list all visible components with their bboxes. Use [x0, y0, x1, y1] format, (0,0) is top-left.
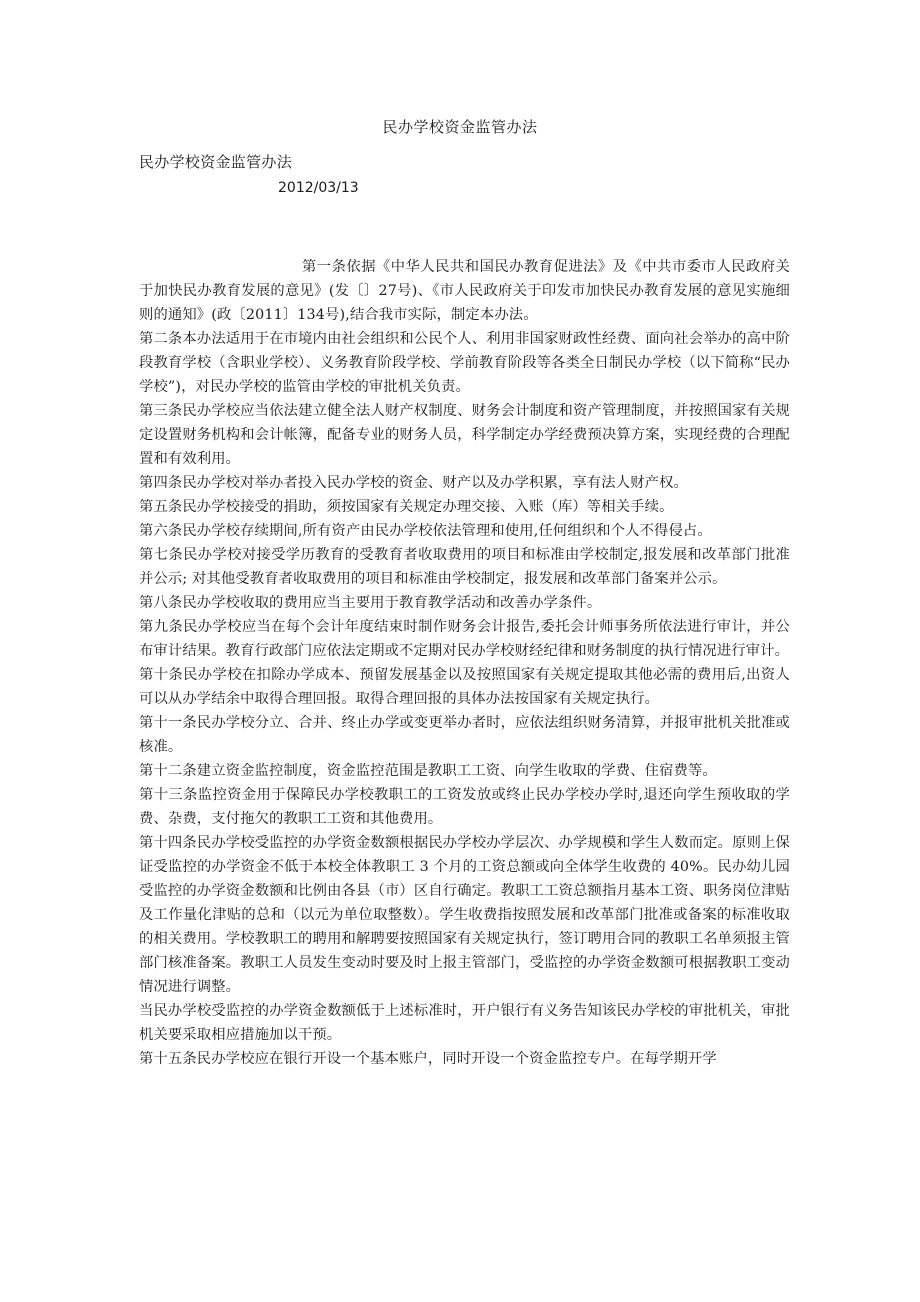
document-body [139, 255, 790, 1071]
article-14: 第十四条民办学校受监控的办学资金数额根据民办学校办学层次、办学规模和学生人数而定。原则上保证受监控的办学资金不低于本校全体教职工 3 个月的工资总额或向全体学生收费的 40%。民办幼儿园受监控的办学资金数额和比例由各县（市）区自行确定。教职工工资总额指月基本工资、职务岗位津贴及工作量化津贴的总和（以元为单位取整数）。学生收费指按照发展和改革部门批准或备案的标准收取的相关费用。学校教职工的聘用和解聘要按照国家有关规定执行，签订聘用合同的教职工名单须报主管部门核准备案。教职工人员发生变动时要及时上报主管部门，受监控的办学资金数额可根据教职工变动情况进行调整。 [139, 835, 790, 995]
article-10: 第十条民办学校在扣除办学成本、预留发展基金以及按照国家有关规定提取其他必需的费用后,出资人可以从办学结余中取得合理回报。取得合理回报的具体办法按国家有关规定执行。 [139, 667, 790, 707]
article-11: 第十一条民办学校分立、合并、终止办学或变更举办者时，应依法组织财务清算，并报审批机关批准或核准。 [139, 715, 790, 755]
article-15: 第十五条民办学校应在银行开设一个基本账户，同时开设一个资金监控专户。在每学期开学 [139, 1051, 717, 1067]
article-14-supplement: 当民办学校受监控的办学资金数额低于上述标准时，开户银行有义务告知该民办学校的审批机关，审批机关要采取相应措施加以干预。 [139, 1003, 790, 1043]
article-5: 第五条民办学校接受的捐助，须按国家有关规定办理交接、入账（库）等相关手续。 [139, 499, 674, 515]
article-6: 第六条民办学校存续期间,所有资产由民办学校依法管理和使用,任何组织和个人不得侵占。 [139, 523, 712, 539]
article-2: 第二条本办法适用于在市境内由社会组织和公民个人、利用非国家财政性经费、面向社会举办的高中阶段教育学校（含职业学校）、义务教育阶段学校、学前教育阶段等各类全日制民办学校（以下简称“民办学校”)，对民办学校的监管由学校的审批机关负责。 [139, 331, 790, 395]
article-4: 第四条民办学校对举办者投入民办学校的资金、财产以及办学积累，享有法人财产权。 [139, 475, 688, 491]
article-7: 第七条民办学校对接受学历教育的受教育者收取费用的项目和标准由学校制定,报发展和改革部门批准并公示; 对其他受教育者收取费用的项目和标准由学校制定，报发展和改革部门备案并公示。 [139, 547, 790, 587]
article-12: 第十二条建立资金监控制度，资金监控范围是教职工工资、向学生收取的学费、住宿费等。 [139, 763, 717, 779]
document-subtitle: 民办学校资金监管办法 [139, 153, 293, 171]
article-13: 第十三条监控资金用于保障民办学校教职工的工资发放或终止民办学校办学时,退还向学生预收取的学费、杂费，支付拖欠的教职工工资和其他费用。 [139, 787, 790, 827]
document-title: 民办学校资金监管办法 [382, 118, 538, 136]
article-8: 第八条民办学校收取的费用应当主要用于教育教学活动和改善办学条件。 [139, 595, 602, 611]
article-3: 第三条民办学校应当依法建立健全法人财产权制度、财务会计制度和资产管理制度，并按照国家有关规定设置财务机构和会计帐簿，配备专业的财务人员，科学制定办学经费预决算方案，实现经费的合理配置和有效利用。 [139, 403, 790, 467]
article-9: 第九条民办学校应当在每个会计年度结束时制作财务会计报告,委托会计师事务所依法进行审计，并公布审计结果。教育行政部门应依法定期或不定期对民办学校财经纪律和财务制度的执行情况进行审计。 [139, 619, 790, 659]
article-1: 第一条依据《中华人民共和国民办教育促进法》及《中共市委市人民政府关于加快民办教育发展的意见》(发〔〕27号)、《市人民政府关于印发市加快民办教育发展的意见实施细则的通知》(政〔2011〕134号),结合我市实际，制定本办法。 [139, 259, 790, 323]
document-date: 2012/03/13 [278, 180, 359, 196]
